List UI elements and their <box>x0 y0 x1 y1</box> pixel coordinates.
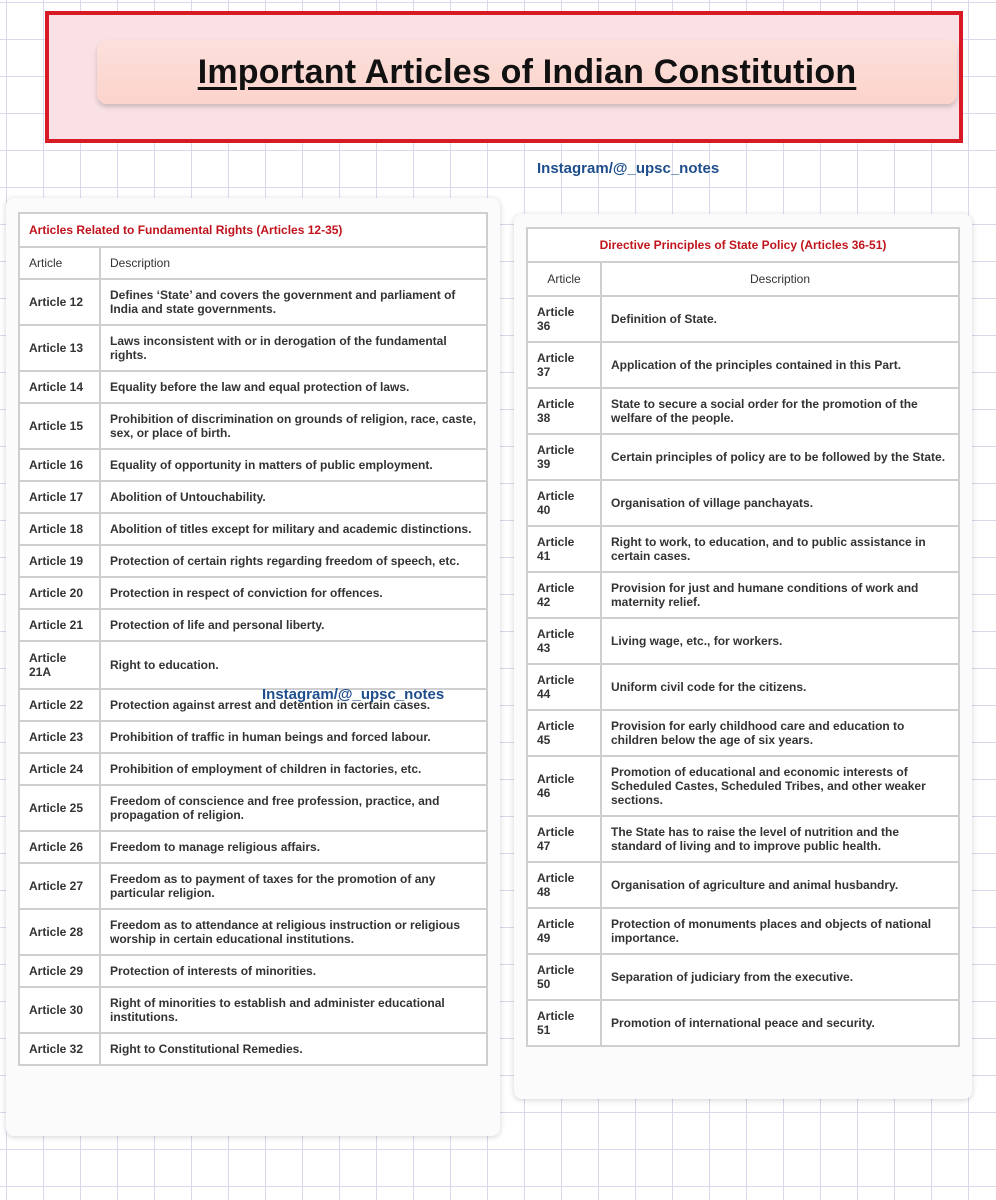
table-row <box>19 955 487 987</box>
article-number: Article 15 <box>19 403 100 449</box>
article-description: Freedom as to payment of taxes for the promotion of any particular religion. <box>100 863 487 909</box>
directive-principles-header-row <box>527 262 959 296</box>
page-title: Important Articles of Indian Constitution <box>197 52 857 91</box>
article-number: Article 17 <box>19 481 100 513</box>
article-number: Article 27 <box>19 863 100 909</box>
article-number: Article 47 <box>527 816 601 862</box>
article-number: Article 29 <box>19 955 100 987</box>
article-description: Living wage, etc., for workers. <box>601 618 959 664</box>
table-row <box>527 342 959 388</box>
article-number: Article 12 <box>19 279 100 325</box>
article-description: Separation of judiciary from the executive. <box>601 954 959 1000</box>
table-row <box>527 664 959 710</box>
article-description: Freedom of conscience and free profession, practice, and propagation of religion. <box>100 785 487 831</box>
article-number: Article 26 <box>19 831 100 863</box>
article-number: Article 19 <box>19 545 100 577</box>
article-number: Article 18 <box>19 513 100 545</box>
article-description: Protection against arrest and detention in certain cases. <box>100 689 487 721</box>
article-number: Article 16 <box>19 449 100 481</box>
article-description: Right to education. <box>100 641 487 689</box>
table-row <box>527 710 959 756</box>
article-description: Protection of monuments places and objects of national importance. <box>601 908 959 954</box>
article-number: Article 25 <box>19 785 100 831</box>
table-row <box>527 862 959 908</box>
article-description: Freedom to manage religious affairs. <box>100 831 487 863</box>
article-number: Article 22 <box>19 689 100 721</box>
article-number: Article 38 <box>527 388 601 434</box>
table-row <box>19 577 487 609</box>
fundamental-rights-table <box>18 212 488 1066</box>
table-row <box>527 1000 959 1046</box>
article-description: State to secure a social order for the promotion of the welfare of the people. <box>601 388 959 434</box>
article-description: Protection of interests of minorities. <box>100 955 487 987</box>
article-description: Organisation of village panchayats. <box>601 480 959 526</box>
table-row <box>527 296 959 342</box>
table-row <box>19 987 487 1033</box>
column-header-description: Description <box>100 247 487 279</box>
table-row <box>19 279 487 325</box>
article-description: Prohibition of discrimination on grounds of religion, race, caste, sex, or place of birth. <box>100 403 487 449</box>
table-row <box>19 785 487 831</box>
article-description: Prohibition of employment of children in factories, etc. <box>100 753 487 785</box>
article-number: Article 32 <box>19 1033 100 1065</box>
column-header-description: Description <box>601 262 959 296</box>
article-number: Article 28 <box>19 909 100 955</box>
article-description: Promotion of international peace and security. <box>601 1000 959 1046</box>
article-description: The State has to raise the level of nutrition and the standard of living and to improve public health. <box>601 816 959 862</box>
article-description: Provision for early childhood care and education to children below the age of six years. <box>601 710 959 756</box>
article-description: Right to work, to education, and to public assistance in certain cases. <box>601 526 959 572</box>
table-row <box>19 513 487 545</box>
table-row <box>19 753 487 785</box>
article-number: Article 24 <box>19 753 100 785</box>
fundamental-rights-caption: Articles Related to Fundamental Rights (Articles 12-35) <box>19 213 487 247</box>
article-number: Article 23 <box>19 721 100 753</box>
article-description: Equality before the law and equal protection of laws. <box>100 371 487 403</box>
article-number: Article 37 <box>527 342 601 388</box>
article-description: Prohibition of traffic in human beings and forced labour. <box>100 721 487 753</box>
article-number: Article 14 <box>19 371 100 403</box>
article-description: Protection of life and personal liberty. <box>100 609 487 641</box>
article-description: Freedom as to attendance at religious instruction or religious worship in certain educational institutions. <box>100 909 487 955</box>
table-row <box>527 572 959 618</box>
watermark-instagram-top: Instagram/@_upsc_notes <box>537 160 720 177</box>
article-number: Article 51 <box>527 1000 601 1046</box>
table-row <box>527 434 959 480</box>
article-number: Article 20 <box>19 577 100 609</box>
article-number: Article 40 <box>527 480 601 526</box>
directive-principles-caption-row <box>527 228 959 262</box>
article-number: Article 21A <box>19 641 100 689</box>
column-header-article: Article <box>19 247 100 279</box>
table-row <box>19 371 487 403</box>
table-row <box>527 480 959 526</box>
table-row <box>19 721 487 753</box>
article-number: Article 43 <box>527 618 601 664</box>
article-description: Abolition of titles except for military and academic distinctions. <box>100 513 487 545</box>
article-number: Article 50 <box>527 954 601 1000</box>
article-number: Article 39 <box>527 434 601 480</box>
directive-principles-table-body <box>527 228 959 1046</box>
table-row <box>19 831 487 863</box>
fundamental-rights-table-body <box>19 213 487 1065</box>
table-row <box>19 545 487 577</box>
article-number: Article 42 <box>527 572 601 618</box>
article-description: Provision for just and humane conditions of work and maternity relief. <box>601 572 959 618</box>
article-number: Article 36 <box>527 296 601 342</box>
table-row <box>527 954 959 1000</box>
article-description: Equality of opportunity in matters of public employment. <box>100 449 487 481</box>
fundamental-rights-header-row <box>19 247 487 279</box>
article-number: Article 44 <box>527 664 601 710</box>
article-description: Uniform civil code for the citizens. <box>601 664 959 710</box>
table-row <box>19 403 487 449</box>
table-row <box>527 388 959 434</box>
table-row <box>527 908 959 954</box>
article-description: Right to Constitutional Remedies. <box>100 1033 487 1065</box>
fundamental-rights-caption-row <box>19 213 487 247</box>
article-description: Application of the principles contained in this Part. <box>601 342 959 388</box>
article-number: Article 21 <box>19 609 100 641</box>
article-description: Definition of State. <box>601 296 959 342</box>
title-banner <box>97 40 957 104</box>
column-header-article: Article <box>527 262 601 296</box>
watermark-instagram-inline: Instagram/@_upsc_notes <box>262 686 445 703</box>
article-description: Promotion of educational and economic interests of Scheduled Castes, Scheduled Tribes, and other weaker sections. <box>601 756 959 816</box>
article-description: Laws inconsistent with or in derogation of the fundamental rights. <box>100 325 487 371</box>
table-row <box>19 609 487 641</box>
article-description: Right of minorities to establish and administer educational institutions. <box>100 987 487 1033</box>
table-row <box>19 325 487 371</box>
title-frame <box>45 11 963 143</box>
table-row <box>19 641 487 689</box>
table-row <box>527 816 959 862</box>
table-row <box>527 526 959 572</box>
article-description: Certain principles of policy are to be followed by the State. <box>601 434 959 480</box>
directive-principles-caption: Directive Principles of State Policy (Articles 36-51) <box>527 228 959 262</box>
table-row <box>527 618 959 664</box>
article-number: Article 49 <box>527 908 601 954</box>
directive-principles-table <box>526 227 960 1047</box>
article-description: Defines ‘State’ and covers the government and parliament of India and state governments. <box>100 279 487 325</box>
table-row <box>19 863 487 909</box>
table-row <box>19 1033 487 1065</box>
article-description: Abolition of Untouchability. <box>100 481 487 513</box>
article-number: Article 48 <box>527 862 601 908</box>
article-description: Organisation of agriculture and animal husbandry. <box>601 862 959 908</box>
article-description: Protection in respect of conviction for offences. <box>100 577 487 609</box>
article-description: Protection of certain rights regarding freedom of speech, etc. <box>100 545 487 577</box>
table-row <box>19 909 487 955</box>
article-number: Article 46 <box>527 756 601 816</box>
table-row <box>527 756 959 816</box>
table-row <box>19 449 487 481</box>
article-number: Article 41 <box>527 526 601 572</box>
article-number: Article 30 <box>19 987 100 1033</box>
article-number: Article 45 <box>527 710 601 756</box>
table-row <box>19 481 487 513</box>
article-number: Article 13 <box>19 325 100 371</box>
